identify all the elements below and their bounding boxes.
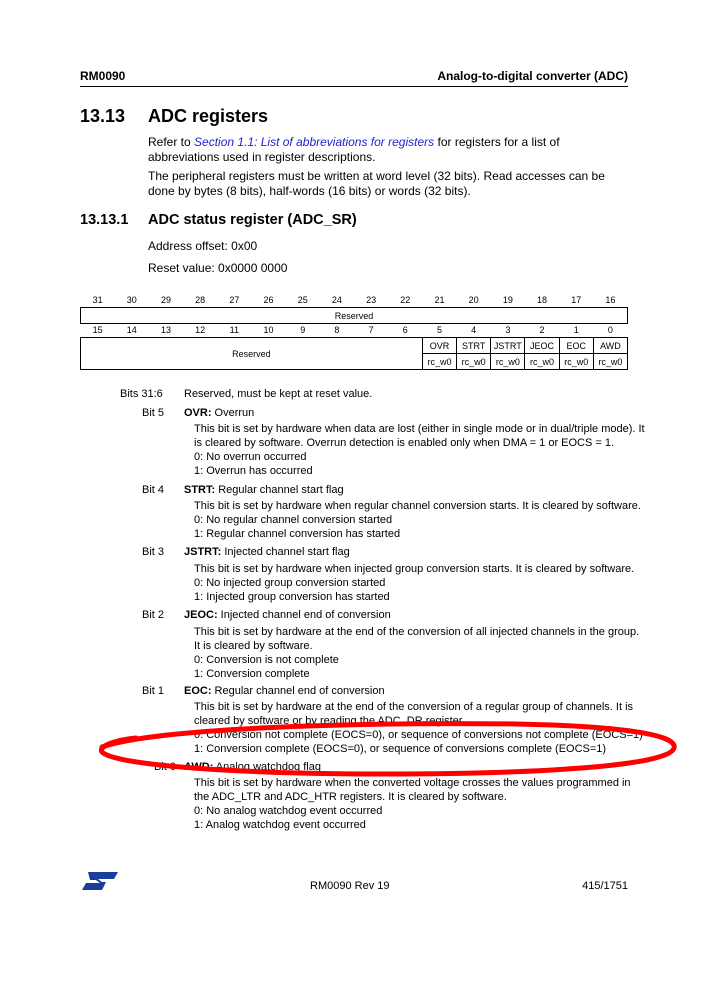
bit4-name: STRT:	[184, 484, 216, 496]
bit2-heading	[184, 609, 391, 621]
bit5-title: Overrun	[211, 407, 255, 419]
description-line: 0: No regular channel conversion started	[194, 514, 393, 526]
section-number: 13.13	[80, 106, 126, 126]
bit-number: 3	[505, 324, 511, 335]
description-line: 0: Conversion not complete (EOCS=0), or sequence of conversions not complete (EOCS=1)	[194, 729, 643, 741]
description-line: 1: Analog watchdog event occurred	[194, 819, 366, 831]
access-eoc: rc_w0	[559, 354, 593, 370]
section-title: ADC registers	[148, 106, 269, 126]
bit-number: 24	[331, 294, 342, 305]
description-line: 0: No overrun occurred	[194, 451, 307, 463]
bit5-name: OVR:	[184, 407, 212, 419]
description-line: 1: Injected group conversion has started	[194, 591, 390, 603]
description-line: This bit is set by hardware at the end of the conversion of all injected channels in the group.	[194, 626, 640, 638]
bit-number: 29	[160, 294, 171, 305]
bit5-description	[194, 422, 645, 478]
bit-number: 4	[471, 324, 477, 335]
bit5-heading	[184, 407, 254, 419]
bits-reserved-label: Bits 31:6	[120, 388, 163, 400]
access-awd: rc_w0	[593, 354, 627, 370]
description-line: 0: No analog watchdog event occurred	[194, 805, 383, 817]
bits-reserved-text: Reserved, must be kept at reset value.	[184, 388, 373, 400]
intro-paragraph	[148, 135, 628, 164]
description-line: This bit is set by hardware when the converted voltage crosses the values programmed in	[194, 777, 631, 789]
access-ovr: rc_w0	[422, 354, 456, 370]
description-line: 0: No injected group conversion started	[194, 577, 386, 589]
bit-number: 2	[539, 324, 545, 335]
register-lower-table	[80, 322, 628, 370]
bit-number: 27	[229, 294, 240, 305]
subsection-title: ADC status register (ADC_SR)	[148, 212, 357, 228]
description-line: It is cleared by software.	[194, 640, 313, 652]
field-eoc: EOC	[559, 338, 593, 354]
description-line: This bit is set by hardware when regular channel conversion starts. It is cleared by software.	[194, 500, 641, 512]
lower-bit-numbers	[81, 322, 628, 338]
bit-number: 7	[368, 324, 374, 335]
register-upper-table	[80, 292, 628, 324]
field-strt: STRT	[457, 338, 491, 354]
bit-number: 31	[92, 294, 103, 305]
bit0-title: Analog watchdog flag	[213, 761, 321, 773]
bit3-title: Injected channel start flag	[221, 546, 350, 558]
bit-number: 15	[92, 324, 103, 335]
bit-number: 9	[300, 324, 306, 335]
bit2-description	[194, 625, 639, 681]
bit3-heading	[184, 546, 350, 558]
intro-prefix: Refer to	[148, 135, 195, 149]
field-jstrt: JSTRT	[491, 338, 525, 354]
footer-revision: RM0090 Rev 19	[310, 880, 390, 892]
bit4-description	[194, 499, 641, 541]
description-line: This bit is set by hardware at the end of the conversion of a regular group of channels. It is	[194, 701, 634, 713]
bit3-label: Bit 3	[142, 546, 165, 558]
bit-number: 22	[400, 294, 411, 305]
description-line: This bit is set by hardware when data are lost (either in single mode or in dual/triple mode). It	[194, 423, 645, 435]
bit-number: 18	[537, 294, 548, 305]
access-jstrt: rc_w0	[491, 354, 525, 370]
lower-reserved-cell: Reserved	[81, 338, 423, 370]
bit0-label: Bit 0	[154, 761, 177, 773]
bit1-label: Bit 1	[142, 685, 165, 697]
description-line: This bit is set by hardware when injected group conversion starts. It is cleared by software.	[194, 563, 635, 575]
intro-suffix: for registers for a list of abbreviations used in register descriptions.	[148, 135, 560, 164]
upper-bit-numbers	[81, 292, 628, 308]
bit4-title: Regular channel start flag	[215, 484, 344, 496]
bit-number: 28	[195, 294, 206, 305]
description-line: 1: Conversion complete (EOCS=0), or sequence of conversions complete (EOCS=1)	[194, 743, 607, 755]
bit3-name: JSTRT:	[184, 546, 222, 558]
bit2-name: JEOC:	[184, 609, 218, 621]
bit-number: 11	[229, 324, 240, 335]
bit-number: 12	[195, 324, 206, 335]
bit4-heading	[184, 484, 344, 496]
bit-number: 1	[573, 324, 579, 335]
st-logo	[80, 870, 120, 892]
address-offset: Address offset: 0x00	[148, 239, 258, 253]
bit4-label: Bit 4	[142, 484, 165, 496]
bit1-heading	[184, 685, 385, 697]
bit-number: 0	[607, 324, 613, 335]
bit1-name: EOC:	[184, 685, 212, 697]
description-line: the ADC_LTR and ADC_HTR registers. It is cleared by software.	[194, 791, 507, 803]
bit1-title: Regular channel end of conversion	[211, 685, 385, 697]
header-doc-id: RM0090	[80, 69, 126, 83]
page-number: 415/1751	[582, 880, 628, 892]
access-paragraph: The peripheral registers must be written at word level (32 bits). Read accesses can be done by bytes (8 bits), half-words (16 bits) or words (32 bits).	[148, 169, 605, 198]
abbreviations-link[interactable]: Section 1.1: List of abbreviations for registers	[194, 135, 435, 149]
subsection-number: 13.13.1	[80, 212, 129, 228]
bit3-description	[194, 562, 634, 604]
bit-number: 10	[263, 324, 274, 335]
bit-number: 16	[605, 294, 616, 305]
bit2-title: Injected channel end of conversion	[217, 609, 391, 621]
bit-number: 17	[571, 294, 582, 305]
description-line: cleared by software or by reading the ADC_DR register.	[194, 715, 465, 727]
annotation-oval	[96, 720, 682, 780]
bit-number: 6	[402, 324, 408, 335]
bit-number: 19	[502, 294, 513, 305]
reset-value: Reset value: 0x0000 0000	[148, 261, 288, 275]
header-chapter-title: Analog-to-digital converter (ADC)	[437, 69, 628, 83]
bit0-name: AWD:	[184, 761, 214, 773]
description-line: 0: Conversion is not complete	[194, 654, 339, 666]
bit-number: 30	[126, 294, 137, 305]
description-line: is cleared by software. Overrun detection is enabled only when DMA = 1 or EOCS = 1.	[194, 437, 615, 449]
bit-number: 8	[334, 324, 340, 335]
bit-number: 20	[468, 294, 479, 305]
bit2-label: Bit 2	[142, 609, 165, 621]
bit0-description	[194, 776, 631, 832]
access-strt: rc_w0	[457, 354, 491, 370]
bit-number: 5	[436, 324, 442, 335]
bit5-label: Bit 5	[142, 407, 165, 419]
description-line: 1: Conversion complete	[194, 668, 310, 680]
header-rule	[80, 86, 628, 87]
bit-number: 13	[160, 324, 171, 335]
bit-number: 25	[297, 294, 308, 305]
field-awd: AWD	[593, 338, 627, 354]
field-jeoc: JEOC	[525, 338, 559, 354]
upper-reserved-cell: Reserved	[81, 308, 628, 324]
bit-number: 14	[126, 324, 137, 335]
bit-number: 21	[434, 294, 445, 305]
access-jeoc: rc_w0	[525, 354, 559, 370]
description-line: 1: Overrun has occurred	[194, 465, 313, 477]
field-ovr: OVR	[422, 338, 456, 354]
bit-number: 23	[366, 294, 377, 305]
description-line: 1: Regular channel conversion has started	[194, 528, 401, 540]
bit-number: 26	[263, 294, 274, 305]
